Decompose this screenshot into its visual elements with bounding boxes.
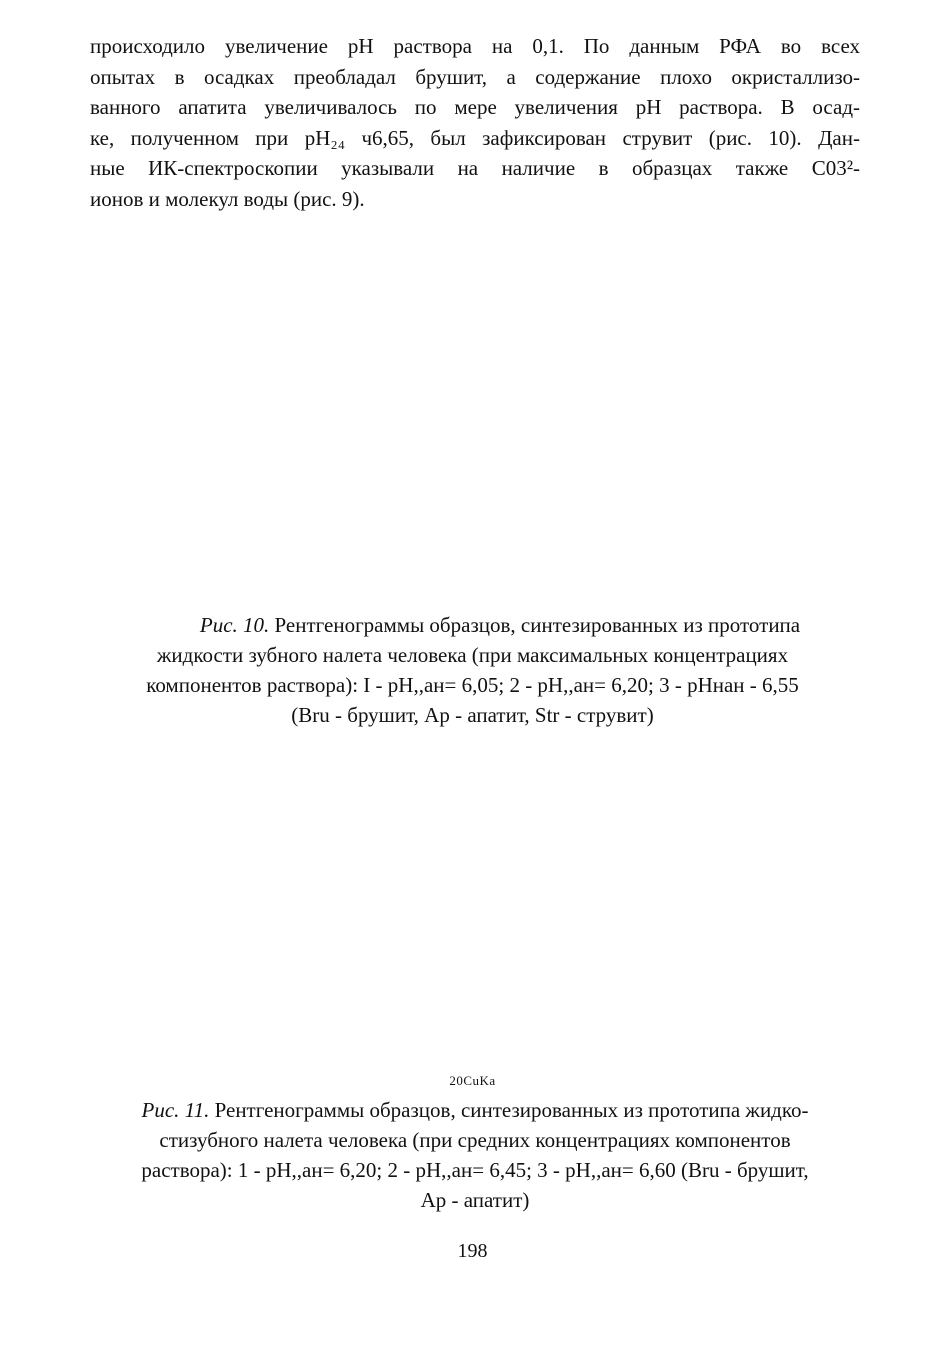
figure-11-caption xyxy=(80,1095,870,1215)
paragraph-line: ке, полученном при рН₂₄ ч6,65, был зафиксирован струвит (рис. 10). Дан- xyxy=(90,125,860,150)
paragraph-line: ванного апатита увеличивалось по мере увеличения рН раствора. В осад- xyxy=(90,95,860,119)
page-number: 198 xyxy=(457,1240,488,1262)
paragraph-line: происходило увеличение рН раствора на 0,1. По данным РФА во всех xyxy=(90,34,860,58)
caption-line: стизубного налета человека (при средних концентрациях компонентов xyxy=(159,1128,791,1152)
axis-label: 20CuKa xyxy=(449,1073,496,1088)
caption-line xyxy=(95,610,850,640)
figure-11-area xyxy=(90,725,860,1065)
caption-line: (Bru - брушит, Ap - апатит, Str - струвит) xyxy=(291,703,654,727)
paragraph-line: опытах в осадках преобладал брушит, а содержание плохо окристаллизо- xyxy=(90,64,860,89)
figure-10-caption xyxy=(95,610,850,730)
figure-10-area xyxy=(90,215,860,600)
caption-line: раствора): 1 - рН,,ан= 6,20; 2 - рН,,ан= 6,45; 3 - рН,,ан= 6,60 (Bru - брушит, xyxy=(141,1158,809,1182)
caption-text: Рентгенограммы образцов, синтезированных из прототипа жидко- xyxy=(214,1098,809,1122)
figure-label: Рис. 11. xyxy=(141,1098,210,1122)
figure-label: Рис. 10. xyxy=(199,613,270,637)
body-paragraph xyxy=(90,31,860,214)
caption-text: Рентгенограммы образцов, синтезированных из прототипа xyxy=(274,613,801,637)
caption-line: жидкости зубного налета человека (при максимальных концентрациях xyxy=(156,643,789,667)
paragraph-line: ионов и молекул воды (рис. 9). xyxy=(90,186,365,211)
caption-line: Ap - апатит) xyxy=(420,1188,530,1212)
caption-line xyxy=(80,1095,870,1125)
caption-line: компонентов раствора): I - рН,,ан= 6,05; 2 - рН,,ан= 6,20; 3 - рНнан - 6,55 xyxy=(146,673,799,697)
paragraph-line: ные ИК-спектроскопии указывали на наличие в образцах также C03²- xyxy=(90,156,860,180)
